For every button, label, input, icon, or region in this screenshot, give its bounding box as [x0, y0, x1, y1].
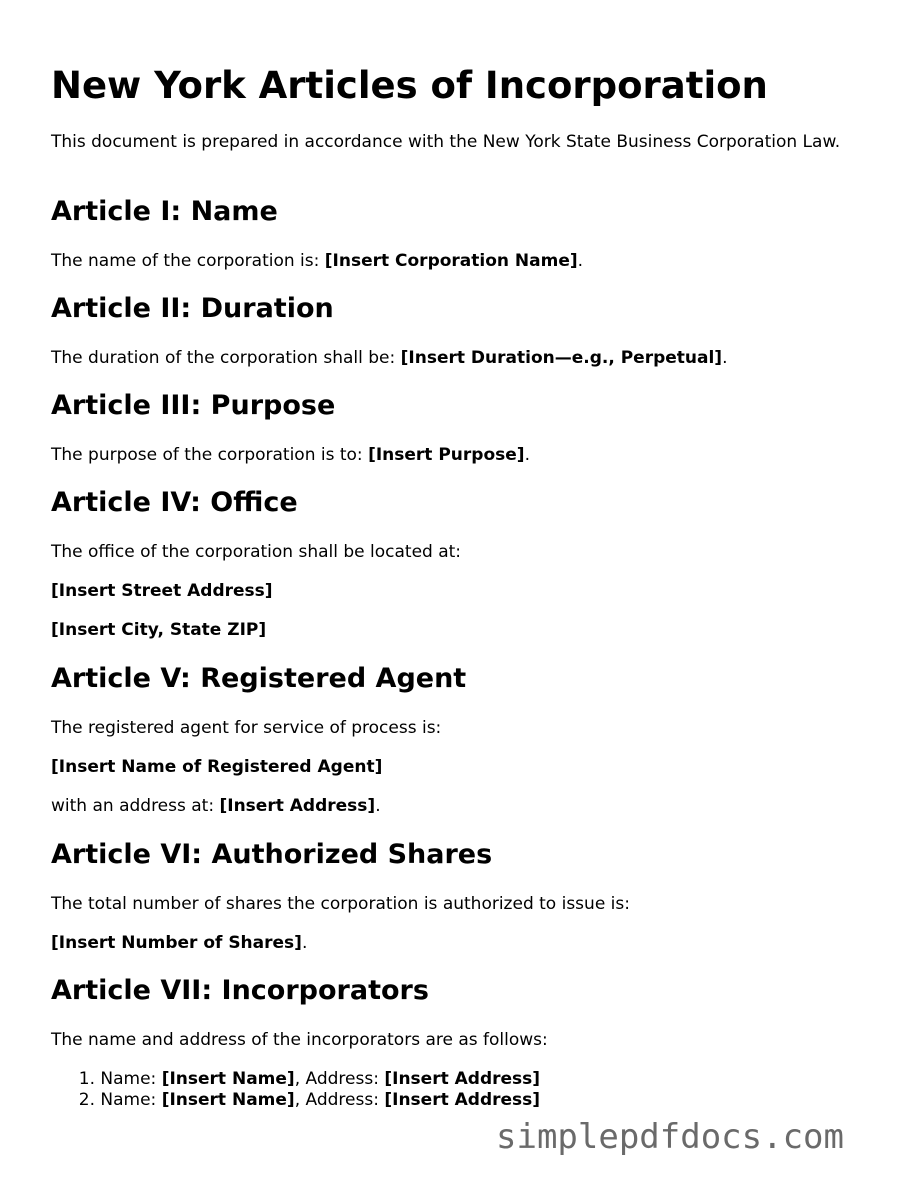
- intro-paragraph: This document is prepared in accordance with the New York State Business Corporation Law.: [51, 132, 841, 152]
- incorporators-list: [51, 1069, 540, 1111]
- city-state-zip-field: [Insert City, State ZIP]: [51, 620, 267, 640]
- article-6-heading: Article VI: Authorized Shares: [51, 839, 493, 870]
- article-3-text: The purpose of the corporation is to: [Insert Purpose].: [51, 445, 530, 465]
- article-1-heading: Article I: Name: [51, 196, 278, 227]
- agent-address-line: with an address at: [Insert Address].: [51, 796, 381, 816]
- article-5-text: The registered agent for service of process is:: [51, 718, 442, 738]
- article-3-heading: Article III: Purpose: [51, 390, 336, 421]
- article-1-text: The name of the corporation is: [Insert Corporation Name].: [51, 251, 584, 271]
- agent-address-field: [Insert Address]: [219, 796, 376, 816]
- corporation-name-field: [Insert Corporation Name]: [324, 251, 578, 271]
- purpose-field: [Insert Purpose]: [368, 445, 525, 465]
- street-address-field: [Insert Street Address]: [51, 581, 273, 601]
- list-item: 1. Name: [Insert Name], Address: [Insert Address]: [78, 1069, 541, 1089]
- document-title: New York Articles of Incorporation: [51, 64, 768, 107]
- article-7-heading: Article VII: Incorporators: [51, 975, 429, 1006]
- number-of-shares-line: [Insert Number of Shares].: [51, 933, 308, 953]
- article-4-heading: Article IV: Office: [51, 487, 298, 518]
- registered-agent-field: [Insert Name of Registered Agent]: [51, 757, 383, 777]
- list-item: 2. Name: [Insert Name], Address: [Insert Address]: [78, 1090, 541, 1110]
- number-of-shares-field: [Insert Number of Shares]: [51, 933, 302, 953]
- article-4-text: The office of the corporation shall be located at:: [51, 542, 462, 562]
- article-2-text: The duration of the corporation shall be: [Insert Duration—e.g., Perpetual].: [51, 348, 728, 368]
- article-6-text: The total number of shares the corporation is authorized to issue is:: [51, 894, 630, 914]
- watermark: simplepdfdocs.com: [496, 1117, 844, 1157]
- article-2-heading: Article II: Duration: [51, 293, 334, 324]
- article-7-text: The name and address of the incorporators are as follows:: [51, 1030, 548, 1050]
- article-5-heading: Article V: Registered Agent: [51, 663, 467, 694]
- duration-field: [Insert Duration—e.g., Perpetual]: [400, 348, 723, 368]
